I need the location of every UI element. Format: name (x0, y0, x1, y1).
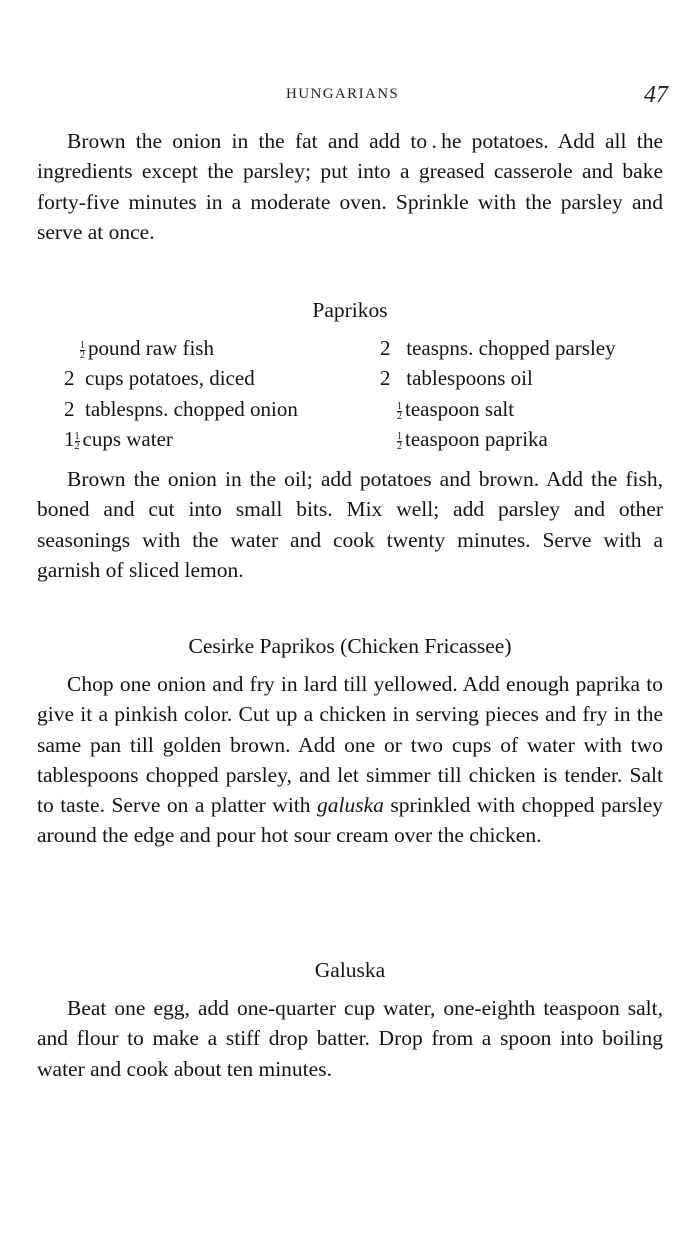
recipe-title-paprikos: Paprikos (312, 298, 388, 322)
fraction: $\frac{1}{2}$ (80, 339, 85, 361)
recipe-directions-galuska: Beat one egg, add one-quarter cup water, one-eighth teaspoon salt, and flour to make a stiff drop batter. Drop from a spoon into boiling water and cook about ten minutes. (37, 996, 663, 1081)
ingredient-qty: 1 (64, 427, 75, 451)
ingredient-qty: 2 (380, 366, 391, 390)
ingredient-qty: 2 (64, 397, 75, 421)
intro-paragraph: Brown the onion in the fat and add to . he potatoes. Add all the ingredients except the parsley; put into a greased casserole and bake forty-five minutes in a moderate oven. Sprinkle with the parsley and serve at once. (37, 129, 663, 244)
ingredient-text: tablespoons oil (406, 366, 533, 390)
ingredient-text: pound raw fish (88, 336, 214, 360)
directions-text: Chop one onion and fry in lard till yellowed. Add enough paprika to give it a pinkish color. Cut up a chicken in serving pieces and fry in the same pan till golden brown. Add one or two cups of water with two tablespoons chopped parsley, and let simmer till chicken is tender. Salt to taste. Serve on a platter with (37, 672, 663, 818)
ingredient-text: teaspoon paprika (405, 427, 548, 451)
directions-text: sprinkled with chopped parsley around the edge and pour hot sour cream over the chicken. (37, 793, 663, 848)
ingredient-item (380, 333, 616, 364)
page-number: 47 (644, 82, 668, 108)
fraction: $\frac{1}{2}$ (397, 430, 402, 452)
ingredient-item (64, 363, 255, 394)
running-head: HUNGARIANS (286, 86, 400, 102)
ingredient-text: tablespns. chopped onion (85, 397, 298, 421)
ingredient-text: teaspns. chopped parsley (406, 336, 616, 360)
recipe-directions-paprikos: Brown the onion in the oil; add potatoes and brown. Add the fish, boned and cut into small bits. Mix well; add parsley and other seasonings with the water and cook twenty minutes. Serve with a garnish of sliced lemon. (37, 467, 663, 582)
recipe-directions-cesirke-paprikos (37, 669, 663, 851)
ingredient-item (64, 424, 173, 455)
fraction: $\frac{1}{2}$ (397, 400, 402, 422)
ingredient-text: cups water (82, 427, 173, 451)
ingredient-item (397, 394, 514, 425)
recipe-title-cesirke-paprikos: Cesirke Paprikos (Chicken Fricassee) (188, 634, 512, 658)
ingredient-item (380, 363, 533, 394)
ingredient-text: teaspoon salt (405, 397, 515, 421)
recipe-title-galuska: Galuska (314, 958, 386, 982)
ingredient-qty: 2 (64, 366, 75, 390)
ingredient-qty: 2 (380, 336, 391, 360)
ingredient-text: cups potatoes, diced (85, 366, 255, 390)
fraction: $\frac{1}{2}$ (74, 430, 80, 452)
directions-italic-term: galuska (317, 793, 384, 818)
ingredient-item (80, 333, 214, 364)
ingredient-item (64, 394, 298, 425)
ingredient-item (397, 424, 548, 455)
